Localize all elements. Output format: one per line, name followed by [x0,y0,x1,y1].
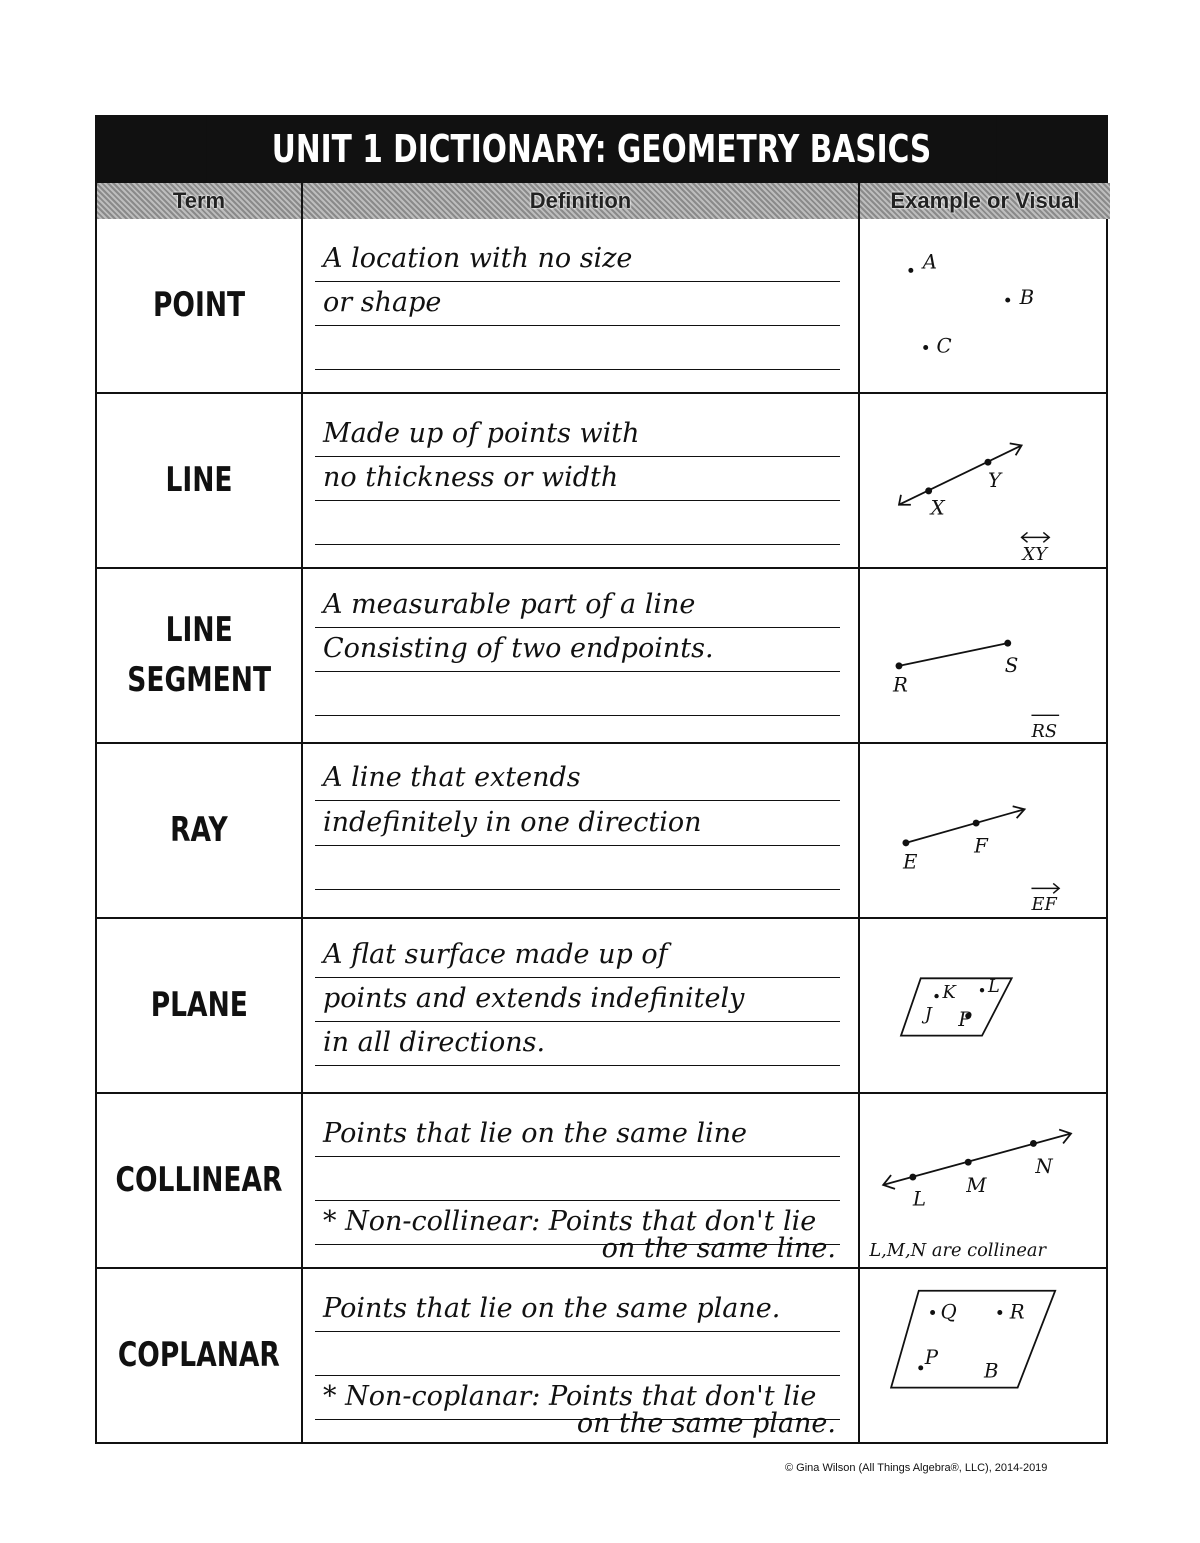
point-label: Q [940,1300,957,1324]
term-label: COPLANAR [118,1334,281,1375]
definition-line: in all directions. [315,1021,840,1066]
visual-cell [860,219,1110,392]
table-row-line-segment [95,569,1108,744]
point-b [1005,298,1010,303]
point-label: C [936,334,952,358]
definition-line: points and extends indefinitely [315,977,840,1022]
definition-line: Points that lie on the same plane. [315,1287,840,1332]
header-visual: Example or Visual [860,183,1110,219]
term-label: LINE SEGMENT [127,610,271,700]
point-label: P [958,1007,972,1031]
definition-cell [303,394,860,567]
point-r [896,662,903,669]
point-label: K [942,982,956,1004]
term-label: PLANE [150,984,248,1025]
segment-notation: RS [1031,721,1058,742]
term-cell [97,1094,303,1267]
definition-line: A location with no size [315,237,840,282]
definition-cell [303,919,860,1092]
point-label: R [893,673,908,697]
coplanar-diagram [860,1269,1110,1442]
point-c [923,345,928,350]
point-label: J [924,1003,932,1025]
definition-line: A flat surface made up of [315,933,840,978]
table-row-plane [95,919,1108,1094]
definition-line: or shape [315,281,840,326]
term-cell [97,569,303,742]
ray-notation: EF [1031,894,1057,916]
visual-cell [860,1269,1110,1442]
point-label: L [912,1187,926,1211]
definition-line [315,1156,840,1201]
definition-line [315,1331,840,1376]
page-title: UNIT 1 DICTIONARY: GEOMETRY BASICS [206,115,996,183]
table-row-point [95,219,1108,394]
point-l [909,1174,916,1181]
plane-diagram [860,919,1110,1092]
points-diagram [860,219,1110,392]
point-label: S [1004,653,1019,677]
definition-line [315,325,840,370]
definition-line [315,500,840,545]
point-label: Y [987,468,1002,492]
term-cell [97,919,303,1092]
definition-line: * Non-coplanar: Points that don't lie [315,1375,840,1420]
collinear-diagram [860,1094,1110,1267]
visual-cell [860,394,1110,567]
point-label: A [922,250,938,274]
table-row-collinear [95,1094,1108,1269]
definition-line: Points that lie on the same line [315,1112,840,1157]
term-label: POINT [152,284,246,325]
definition-cell [303,569,860,742]
table-row-ray [95,744,1108,919]
term-cell [97,219,303,392]
definition-cell [303,1269,860,1442]
term-cell [97,744,303,917]
point-label: L [987,976,1000,998]
visual-cell [860,1094,1110,1267]
term-label: RAY [170,809,228,850]
definition-cell [303,744,860,917]
point-a [908,268,913,273]
visual-cell [860,569,1110,742]
line-notation: XY [1022,544,1047,566]
point-f [973,820,980,827]
point-e [902,839,909,846]
definition-line [315,845,840,890]
term-label: COLLINEAR [115,1159,283,1200]
definition-cell [303,219,860,392]
definition-line: no thickness or width [315,456,840,501]
point-n [1030,1140,1037,1147]
visual-cell [860,919,1110,1092]
header-definition: Definition [303,183,860,219]
segment-diagram [860,569,1110,742]
table-header [95,183,1108,219]
definition-line: Consisting of two endpoints. [315,627,840,672]
definition-line: A line that extends [315,756,840,801]
point-label: R [1009,1300,1025,1324]
ray-diagram [860,744,1110,917]
definition-cell [303,1094,860,1267]
header-term: Term [97,183,303,219]
term-cell [97,1269,303,1442]
point-label: B [1019,286,1035,310]
collinear-caption: L,M,N are collinear [869,1240,1046,1262]
point-s [1004,640,1011,647]
definition-line [315,671,840,716]
table-row-coplanar [95,1269,1108,1444]
point-x [925,487,932,494]
dictionary-sheet [95,115,1108,1444]
title-bar [95,115,1108,183]
definition-line: A measurable part of a line [315,583,840,628]
plane-shape [891,1291,1055,1388]
point-label: B [984,1359,999,1383]
term-label: LINE [165,459,233,500]
point-label: X [930,496,945,520]
definition-line: on the same plane. [576,1408,836,1439]
definition-line: Made up of points with [315,412,840,457]
line-diagram [860,394,1110,567]
definition-line: * Non-collinear: Points that don't lie [315,1200,840,1245]
point-label: P [924,1345,939,1369]
point-label: F [974,834,988,858]
point-label: M [966,1173,987,1197]
term-cell [97,394,303,567]
point-label: E [902,850,918,874]
point-m [965,1159,972,1166]
visual-cell [860,744,1110,917]
point-y [985,459,992,466]
copyright-footer: © Gina Wilson (All Things Algebra®, LLC), 2014-2019 [785,1462,1048,1474]
table-row-line [95,394,1108,569]
definition-line: indefinitely in one direction [315,801,840,846]
definition-line: on the same line. [601,1233,836,1264]
point-label: N [1035,1155,1053,1179]
